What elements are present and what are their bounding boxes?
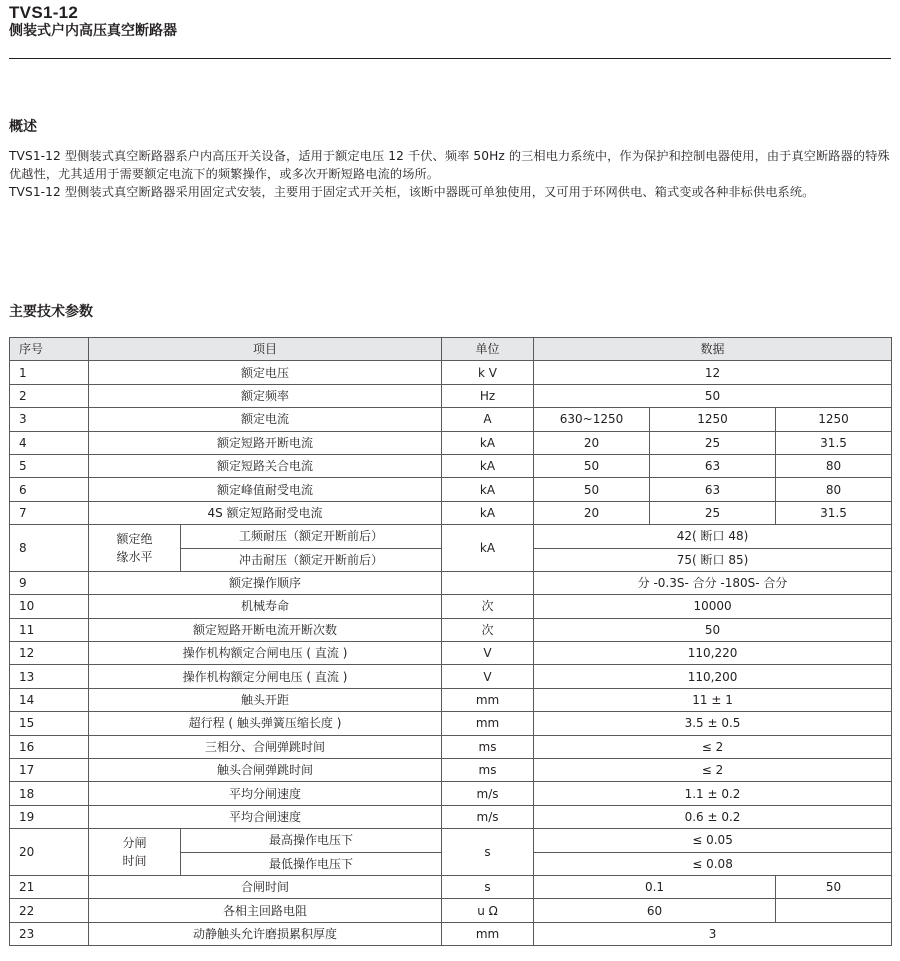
row-unit: A (442, 408, 534, 431)
row-unit: kA (442, 525, 534, 572)
spec-table-body (10, 338, 892, 946)
row-value: 20 (534, 431, 650, 454)
table-row (10, 899, 892, 922)
row-value: 80 (776, 454, 892, 477)
row-value (776, 899, 892, 922)
row-seq: 20 (10, 829, 89, 876)
overview-text (9, 147, 891, 202)
spec-table (9, 337, 892, 946)
col-header-data: 数据 (534, 338, 892, 361)
row-unit: m/s (442, 805, 534, 828)
row-value: 60 (534, 899, 776, 922)
row-unit: s (442, 875, 534, 898)
row-item: 触头开距 (89, 688, 442, 711)
row-item: 4S 额定短路耐受电流 (89, 501, 442, 524)
row-subitem: 工频耐压（额定开断前后） (181, 525, 442, 548)
row-subitem: 最低操作电压下 (181, 852, 442, 875)
table-row (10, 454, 892, 477)
row-value: 110,200 (534, 665, 892, 688)
row-item: 额定短路关合电流 (89, 454, 442, 477)
row-value: 42( 断口 48) (534, 525, 892, 548)
table-row (10, 829, 892, 852)
row-seq: 3 (10, 408, 89, 431)
table-row (10, 712, 892, 735)
table-row (10, 759, 892, 782)
table-row (10, 431, 892, 454)
row-unit: 次 (442, 618, 534, 641)
row-value: 3 (534, 922, 892, 945)
row-group-label: 分闸 时间 (89, 829, 181, 876)
row-item: 额定电流 (89, 408, 442, 431)
table-row (10, 595, 892, 618)
row-value: 1250 (650, 408, 776, 431)
row-seq: 2 (10, 384, 89, 407)
product-subtitle: 侧装式户内高压真空断路器 (9, 23, 177, 39)
row-seq: 17 (10, 759, 89, 782)
row-unit: mm (442, 688, 534, 711)
table-row (10, 618, 892, 641)
row-unit: kA (442, 478, 534, 501)
col-header-item: 项目 (89, 338, 442, 361)
row-value: 分 -0.3S- 合分 -180S- 合分 (534, 571, 892, 594)
row-seq: 15 (10, 712, 89, 735)
row-seq: 23 (10, 922, 89, 945)
row-item: 动静触头允许磨损累积厚度 (89, 922, 442, 945)
row-value: 0.1 (534, 875, 776, 898)
row-item: 机械寿命 (89, 595, 442, 618)
model-title: TVS1-12 (9, 3, 79, 22)
row-value: 50 (534, 478, 650, 501)
row-value: 0.6 ± 0.2 (534, 805, 892, 828)
row-seq: 5 (10, 454, 89, 477)
row-unit: s (442, 829, 534, 876)
row-seq: 7 (10, 501, 89, 524)
row-value: 50 (534, 384, 892, 407)
overview-paragraph-2: TVS1-12 型侧装式真空断路器采用固定式安装，主要用于固定式开关柜，该断中器既可单独使用，又可用于环网供电、箱式变或各种非标供电系统。 (9, 185, 815, 200)
row-seq: 6 (10, 478, 89, 501)
row-item: 额定电压 (89, 361, 442, 384)
row-seq: 10 (10, 595, 89, 618)
table-row (10, 688, 892, 711)
row-unit: V (442, 665, 534, 688)
row-seq: 18 (10, 782, 89, 805)
row-item: 合闸时间 (89, 875, 442, 898)
row-unit: ms (442, 759, 534, 782)
row-unit: ms (442, 735, 534, 758)
row-unit (442, 571, 534, 594)
row-item: 平均分闸速度 (89, 782, 442, 805)
row-unit: k V (442, 361, 534, 384)
row-value: 80 (776, 478, 892, 501)
table-row (10, 408, 892, 431)
table-header-row (10, 338, 892, 361)
row-unit: 次 (442, 595, 534, 618)
row-value: ≤ 0.05 (534, 829, 892, 852)
row-subitem: 冲击耐压（额定开断前后） (181, 548, 442, 571)
table-row (10, 875, 892, 898)
row-value: 50 (534, 454, 650, 477)
row-item: 额定峰值耐受电流 (89, 478, 442, 501)
row-unit: kA (442, 454, 534, 477)
row-value: 1250 (776, 408, 892, 431)
specs-heading: 主要技术参数 (9, 304, 93, 320)
row-value: 31.5 (776, 431, 892, 454)
table-row (10, 361, 892, 384)
title-block (9, 4, 177, 40)
row-seq: 9 (10, 571, 89, 594)
overview-paragraph-1: TVS1-12 型侧装式真空断路器系户内高压开关设备，适用于额定电压 12 千伏、频率 50Hz 的三相电力系统中，作为保护和控制电器使用，由于真空断路器的特殊优越性，尤其适用于需要额定电流下的频繁操作，或多次开断短路电流的场所。 (9, 149, 890, 182)
table-row (10, 782, 892, 805)
row-value: 630~1250 (534, 408, 650, 431)
row-value: 63 (650, 478, 776, 501)
row-unit: V (442, 642, 534, 665)
row-unit: kA (442, 501, 534, 524)
row-seq: 16 (10, 735, 89, 758)
row-seq: 21 (10, 875, 89, 898)
row-item: 超行程 ( 触头弹簧压缩长度 ) (89, 712, 442, 735)
table-row (10, 384, 892, 407)
row-value: 75( 断口 85) (534, 548, 892, 571)
row-unit: Hz (442, 384, 534, 407)
row-value: 25 (650, 501, 776, 524)
row-value: 63 (650, 454, 776, 477)
col-header-unit: 单位 (442, 338, 534, 361)
row-seq: 4 (10, 431, 89, 454)
row-unit: m/s (442, 782, 534, 805)
row-value: 50 (776, 875, 892, 898)
table-row (10, 571, 892, 594)
row-value: 1.1 ± 0.2 (534, 782, 892, 805)
table-row (10, 525, 892, 548)
table-row (10, 642, 892, 665)
row-unit: mm (442, 712, 534, 735)
row-item: 额定操作顺序 (89, 571, 442, 594)
row-value: 31.5 (776, 501, 892, 524)
row-value: 20 (534, 501, 650, 524)
row-value: 12 (534, 361, 892, 384)
row-seq: 22 (10, 899, 89, 922)
row-item: 触头合闸弹跳时间 (89, 759, 442, 782)
row-seq: 13 (10, 665, 89, 688)
row-subitem: 最高操作电压下 (181, 829, 442, 852)
table-row (10, 805, 892, 828)
row-seq: 11 (10, 618, 89, 641)
row-seq: 14 (10, 688, 89, 711)
row-value: ≤ 2 (534, 759, 892, 782)
row-value: 50 (534, 618, 892, 641)
row-value: 110,220 (534, 642, 892, 665)
table-row (10, 501, 892, 524)
row-item: 平均合闸速度 (89, 805, 442, 828)
row-item: 操作机构额定合闸电压 ( 直流 ) (89, 642, 442, 665)
row-value: 3.5 ± 0.5 (534, 712, 892, 735)
row-item: 三相分、合闸弹跳时间 (89, 735, 442, 758)
row-item: 操作机构额定分闸电压 ( 直流 ) (89, 665, 442, 688)
row-seq: 8 (10, 525, 89, 572)
row-item: 额定短路开断电流开断次数 (89, 618, 442, 641)
row-unit: kA (442, 431, 534, 454)
row-value: ≤ 0.08 (534, 852, 892, 875)
table-row (10, 922, 892, 945)
row-item: 额定短路开断电流 (89, 431, 442, 454)
row-item: 额定频率 (89, 384, 442, 407)
row-seq: 12 (10, 642, 89, 665)
row-unit: u Ω (442, 899, 534, 922)
overview-heading: 概述 (9, 119, 37, 135)
row-value: ≤ 2 (534, 735, 892, 758)
row-value: 25 (650, 431, 776, 454)
row-seq: 1 (10, 361, 89, 384)
row-unit: mm (442, 922, 534, 945)
table-row (10, 735, 892, 758)
row-group-label: 额定绝 缘水平 (89, 525, 181, 572)
row-item: 各相主回路电阻 (89, 899, 442, 922)
row-seq: 19 (10, 805, 89, 828)
row-value: 11 ± 1 (534, 688, 892, 711)
table-row (10, 478, 892, 501)
table-row (10, 665, 892, 688)
header-divider (9, 58, 891, 59)
col-header-seq: 序号 (10, 338, 89, 361)
row-value: 10000 (534, 595, 892, 618)
